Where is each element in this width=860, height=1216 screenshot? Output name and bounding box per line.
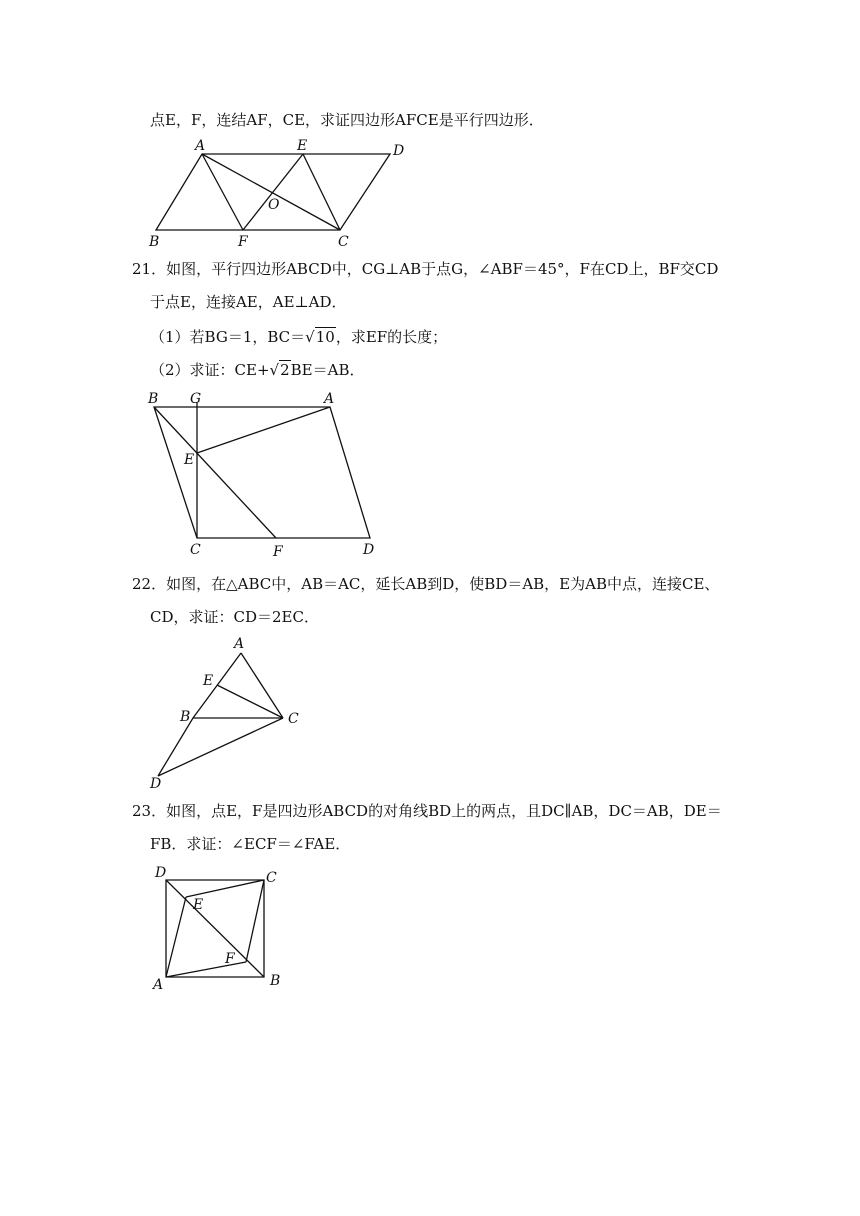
q20-label-f: F — [238, 234, 248, 250]
q21-text-line2: 于点E，连接AE，AE⊥AD． — [150, 293, 347, 311]
q23-segment-ae — [166, 897, 186, 977]
q22-label-e: E — [203, 673, 214, 689]
q21-part1 — [150, 327, 447, 347]
q23-segment-ce — [186, 880, 264, 897]
q22-label-d: D — [150, 776, 162, 792]
q21-label-e: E — [184, 452, 195, 468]
q21-label-b: B — [148, 391, 159, 407]
q20-label-c: C — [338, 234, 349, 250]
q22-label-a: A — [234, 636, 245, 652]
q21-figure — [140, 388, 400, 563]
q21-parallelogram-abcd — [154, 407, 370, 538]
q22-segment-dc — [158, 718, 283, 776]
q23-text-line1: 23．如图，点E，F是四边形ABCD的对角线BD上的两点，且DC∥AB，DC＝AB，DE＝ — [132, 802, 722, 820]
q21-part2 — [150, 360, 365, 380]
q20-label-a: A — [195, 138, 206, 154]
q21-sqrt-10 — [305, 327, 336, 347]
q20-label-o: O — [268, 197, 280, 213]
q21-part2-suffix: BE＝AB． — [290, 361, 365, 379]
radical-sign: √ — [269, 361, 280, 379]
q21-part1-radicand: 10 — [315, 328, 335, 346]
q20-segment-ec — [303, 154, 340, 230]
q20-segment-fe — [243, 154, 303, 230]
q22-label-b: B — [180, 709, 191, 725]
q23-label-f: F — [225, 951, 235, 967]
q20-label-b: B — [149, 234, 160, 250]
q23-segment-cf — [246, 880, 264, 962]
q21-segment-ae — [197, 407, 330, 453]
q21-label-g: G — [190, 391, 202, 407]
q21-label-d: D — [363, 542, 375, 558]
q21-label-a: A — [324, 391, 335, 407]
q23-label-a: A — [153, 977, 164, 993]
q23-label-b: B — [270, 973, 281, 989]
q23-text-line2: FB．求证：∠ECF＝∠FAE． — [150, 835, 351, 853]
q20-label-d: D — [393, 143, 405, 159]
q21-text-line1: 21．如图，平行四边形ABCD中，CG⊥AB于点G，∠ABF＝45°，F在CD上，BF交CD — [132, 260, 719, 278]
q21-label-c: C — [190, 542, 201, 558]
radical-sign: √ — [305, 328, 315, 346]
q21-sqrt-2 — [270, 360, 291, 380]
q21-segment-bf — [154, 407, 276, 538]
q20-text-tail: 点E，F，连结AF，CE，求证四边形AFCE是平行四边形． — [150, 111, 544, 129]
q21-part1-prefix: （1）若BG＝1，BC＝ — [150, 328, 306, 346]
q22-text-line2: CD，求证：CD＝2EC． — [150, 608, 319, 626]
q21-part2-radicand: 2 — [280, 361, 290, 379]
q22-text-line1: 22．如图，在△ABC中，AB＝AC，延长AB到D，使BD＝AB，E为AB中点，连接CE、 — [132, 575, 720, 593]
q23-label-c: C — [266, 870, 277, 886]
q22-segment-ac — [241, 653, 283, 718]
q21-part2-prefix: （2）求证：CE+ — [150, 361, 270, 379]
q20-figure — [140, 138, 430, 250]
q21-part1-suffix: ，求EF的长度； — [335, 328, 448, 346]
q22-label-c: C — [288, 711, 299, 727]
q23-label-e: E — [193, 897, 204, 913]
q21-label-f: F — [273, 544, 283, 560]
q23-label-d: D — [155, 865, 167, 881]
q23-figure — [145, 860, 295, 995]
q22-figure — [140, 632, 310, 792]
q23-diagonal-bd — [166, 880, 264, 977]
q20-label-e: E — [297, 138, 308, 154]
q22-segment-ad — [158, 653, 241, 776]
